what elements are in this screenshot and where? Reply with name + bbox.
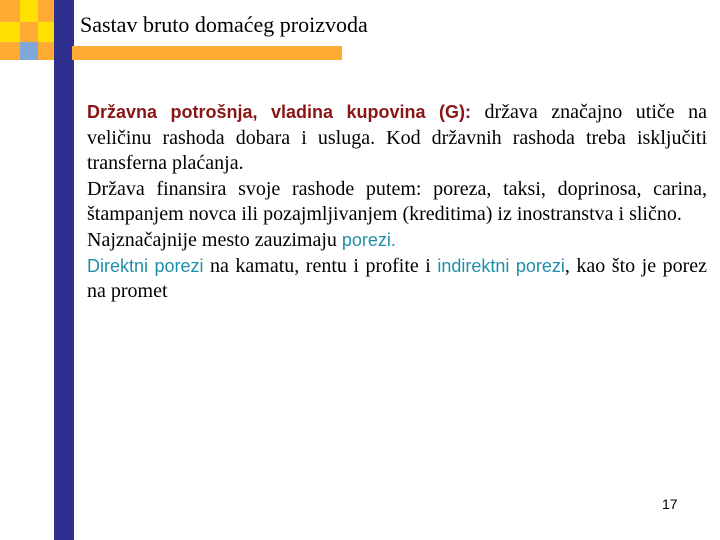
paragraph-government-spending [87, 100, 707, 177]
deco-block-blue [20, 42, 38, 60]
deco-block-orange [20, 22, 38, 42]
punctuation: . [390, 229, 396, 250]
text: Država finansira svoje rashode putem: poreza, taksi, doprinosa, carina, štampanjem novca ili pozajmljivanjem (kreditima) iz inostranstva i slično. [87, 177, 707, 226]
paragraph-taxes [87, 228, 707, 254]
deco-block-yellow [20, 0, 38, 22]
term-indirect-taxes: indirektni porezi [437, 255, 565, 276]
deco-block-yellow [38, 22, 54, 42]
slide-body [87, 100, 707, 305]
sidebar-bar [54, 0, 74, 540]
text: na kamatu, rentu i profite i [203, 254, 438, 277]
deco-block-orange [0, 0, 20, 22]
deco-block-orange [38, 0, 54, 22]
paragraph-financing [87, 177, 707, 228]
paragraph-direct-indirect [87, 254, 707, 305]
deco-block-yellow [0, 22, 20, 42]
slide-title: Sastav bruto domaćeg proizvoda [80, 12, 368, 37]
term-taxes: porezi [341, 229, 391, 250]
text: država značajno utiče na veličinu rashoda dobara i usluga. Kod državnih rashoda treba isključiti transferna plaćanja. [87, 101, 707, 175]
deco-block-orange [38, 42, 54, 60]
text: , kao što je porez na promet [87, 254, 708, 303]
term-government-spending: Državna potrošnja, vladina kupovina (G): [87, 102, 471, 122]
header-rule [72, 46, 342, 60]
deco-block-orange [0, 42, 20, 60]
term-direct-taxes: Direktni porezi [87, 255, 204, 276]
text: Najznačajnije mesto zauzimaju [87, 228, 342, 251]
page-number: 17 [662, 496, 678, 512]
